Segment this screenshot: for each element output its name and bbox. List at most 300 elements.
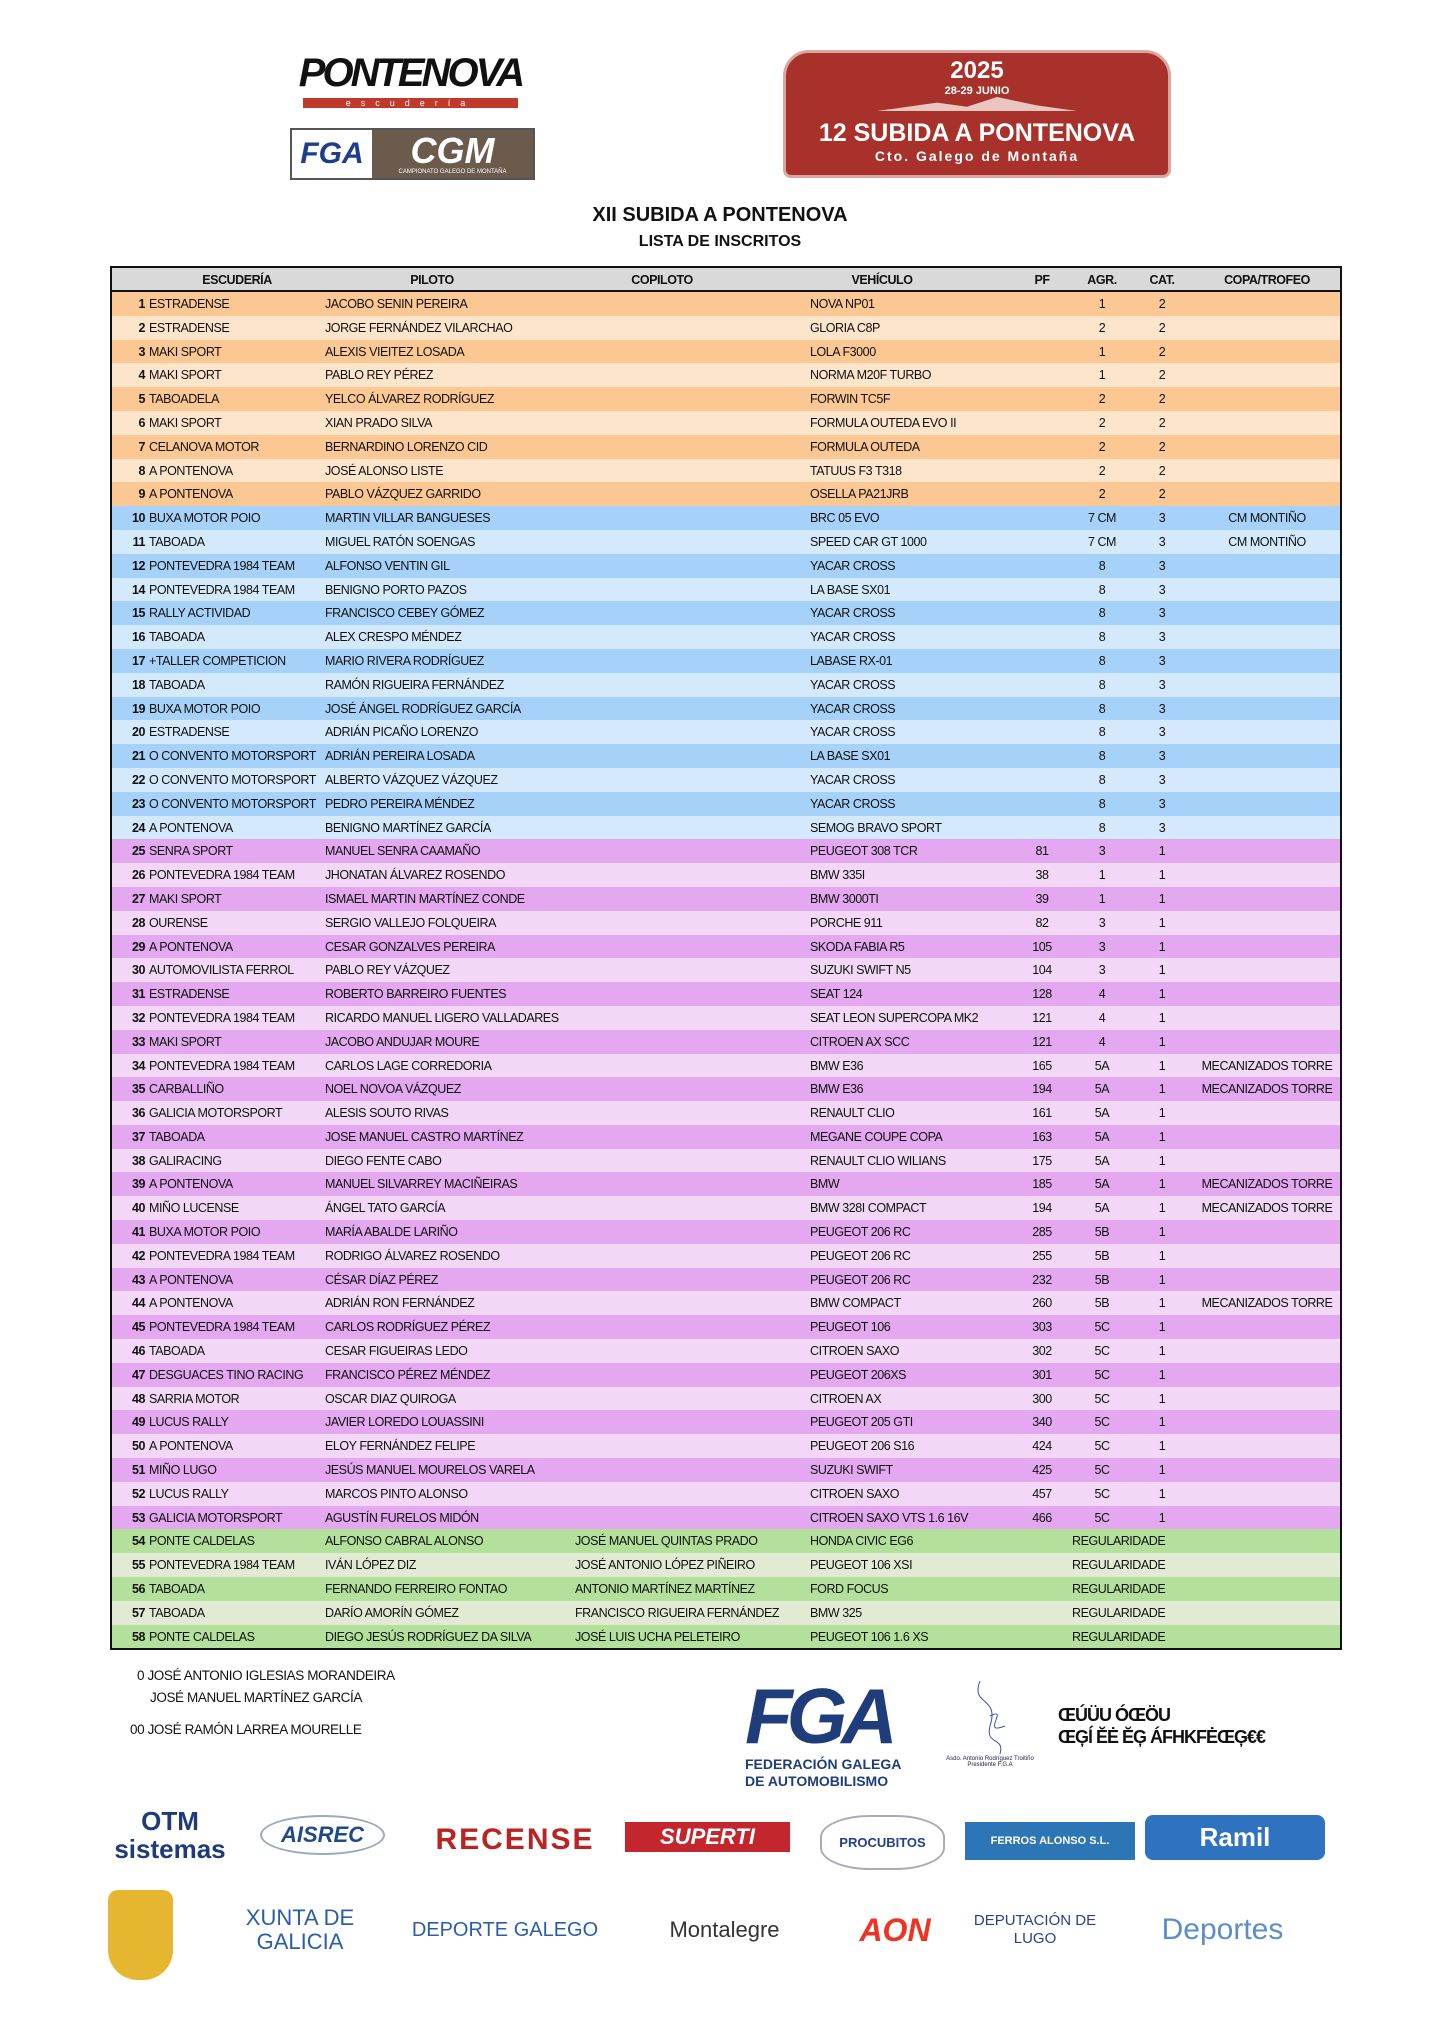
cell-vehiculo: YACAR CROSS (810, 772, 896, 787)
cell-piloto: CARLOS LAGE CORREDORIA (325, 1058, 492, 1073)
garbled-line: ŒĢĺ ĔĖ ĔĢ ÁFHKFĖŒĢ€€ (1058, 1727, 1266, 1747)
signature (935, 1676, 1045, 1781)
cell-escuderia: ESTRADENSE (149, 320, 230, 335)
cell-escuderia: +TALLER COMPETICION (149, 653, 286, 668)
cell-cat: 1 (1158, 1320, 1166, 1335)
cell-escuderia: GALIRACING (149, 1153, 222, 1168)
cell-pf: 302 (1032, 1344, 1052, 1359)
table-row (112, 1410, 1340, 1434)
cell-number: 56 (131, 1582, 145, 1597)
cell-escuderia: TABOADA (149, 534, 205, 549)
table-row (112, 1553, 1340, 1577)
cell-vehiculo: FORMULA OUTEDA (810, 439, 920, 454)
cell-cat: 1 (1158, 1439, 1166, 1454)
cell-number: 27 (131, 891, 145, 906)
cell-agr: 1 (1098, 368, 1106, 383)
cell-vehiculo: PEUGEOT 106 (810, 1320, 891, 1335)
sponsor-logo: DEPORTE GALEGO (411, 1919, 599, 1941)
cell-escuderia: MAKI SPORT (149, 891, 222, 906)
table-body (112, 292, 1340, 1648)
cell-cat: 3 (1158, 701, 1166, 716)
cell-escuderia: CELANOVA MOTOR (149, 439, 259, 454)
header-agr: AGR. (1087, 273, 1117, 287)
cell-number: 26 (131, 868, 145, 883)
cell-agr: 5B (1094, 1296, 1110, 1311)
cell-agr: 5A (1094, 1106, 1110, 1121)
sponsor-logo: RECENSE (435, 1823, 595, 1856)
table-row (112, 340, 1340, 364)
cell-escuderia: PONTEVEDRA 1984 TEAM (149, 1558, 295, 1573)
cell-escuderia: A PONTENOVA (149, 1439, 233, 1454)
cell-piloto: JACOBO SENIN PEREIRA (325, 297, 468, 311)
cell-pf: 105 (1032, 939, 1052, 954)
cell-agr: 8 (1098, 653, 1106, 668)
table-row (112, 1363, 1340, 1387)
cell-vehiculo: FORWIN TC5F (810, 392, 891, 407)
cell-escuderia: MAKI SPORT (149, 415, 222, 430)
cell-agr: 8 (1098, 677, 1106, 692)
cell-copa: MECANIZADOS TORRE (1201, 1201, 1333, 1216)
cell-escuderia: PONTE CALDELAS (149, 1534, 255, 1549)
cell-piloto: ISMAEL MARTIN MARTÍNEZ CONDE (325, 891, 525, 906)
cell-number: 33 (131, 1034, 145, 1049)
cell-cat: 1 (1158, 1367, 1166, 1382)
table-row (112, 887, 1340, 911)
cell-number: 28 (131, 915, 145, 930)
cell-number: 46 (131, 1344, 145, 1359)
fga-name: FEDERACIÓN GALEGA (745, 1756, 902, 1772)
cell-piloto: DIEGO JESÚS RODRÍGUEZ DA SILVA (325, 1629, 532, 1644)
table-row (112, 1054, 1340, 1078)
cell-number: 9 (138, 487, 145, 502)
mountain-icon (877, 97, 1077, 111)
cell-agr: 3 (1098, 939, 1106, 954)
table-row (112, 958, 1340, 982)
cell-escuderia: PONTEVEDRA 1984 TEAM (149, 868, 295, 883)
table-row (112, 1030, 1340, 1054)
table-row (112, 935, 1340, 959)
cell-piloto: PABLO VÁZQUEZ GARRIDO (325, 487, 481, 502)
cell-number: 51 (131, 1463, 145, 1478)
cell-number: 12 (131, 558, 145, 573)
cell-vehiculo: GLORIA C8P (810, 320, 880, 335)
cell-cat: 2 (1158, 392, 1166, 407)
cell-vehiculo: RENAULT CLIO WILIANS (810, 1153, 946, 1168)
cell-copa: MECANIZADOS TORRE (1201, 1082, 1333, 1097)
cell-vehiculo: PEUGEOT 206 RC (810, 1225, 911, 1240)
cell-number: 25 (131, 844, 145, 859)
cell-cat: 1 (1158, 1058, 1166, 1073)
cell-copa: CM MONTIÑO (1228, 534, 1306, 549)
cell-agr: 4 (1098, 1034, 1106, 1049)
table-row (112, 1577, 1340, 1601)
cell-agr: REGULARIDADE (1072, 1605, 1166, 1620)
cell-copiloto: ANTONIO MARTÍNEZ MARTÍNEZ (575, 1582, 755, 1597)
cell-piloto: JESÚS MANUEL MOURELOS VARELA (325, 1463, 535, 1478)
sponsor-logo: AISREC (260, 1815, 385, 1855)
header-piloto: PILOTO (410, 273, 454, 287)
table-header (112, 268, 1340, 292)
cell-cat: 3 (1158, 558, 1166, 573)
cell-agr: 8 (1098, 630, 1106, 645)
cell-escuderia: TABOADA (149, 1582, 205, 1597)
cell-pf: 255 (1032, 1248, 1052, 1263)
cell-piloto: IVÁN LÓPEZ DIZ (325, 1558, 416, 1573)
cell-piloto: MIGUEL RATÓN SOENGAS (325, 534, 476, 549)
cell-pf: 285 (1032, 1225, 1052, 1240)
sponsor-logo: Ramil (1145, 1815, 1325, 1860)
cell-vehiculo: CITROEN AX SCC (810, 1034, 910, 1049)
cell-vehiculo: NOVA NP01 (810, 297, 875, 311)
cell-agr: 8 (1098, 582, 1106, 597)
cell-pf: 38 (1035, 868, 1049, 883)
cell-pf: 300 (1032, 1391, 1052, 1406)
cell-agr: 8 (1098, 820, 1106, 835)
logo-text: PONTENOVA (298, 51, 523, 95)
cell-agr: 1 (1098, 891, 1106, 906)
cell-vehiculo: LOLA F3000 (810, 344, 876, 359)
cell-number: 49 (131, 1415, 145, 1430)
cell-piloto: ÁNGEL TATO GARCÍA (325, 1201, 446, 1216)
table-row (112, 625, 1340, 649)
cell-cat: 2 (1158, 344, 1166, 359)
cell-vehiculo: FORD FOCUS (810, 1582, 889, 1597)
cell-pf: 121 (1032, 1010, 1052, 1025)
cell-piloto: MANUEL SILVARREY MACIÑEIRAS (325, 1177, 518, 1192)
table-row (112, 911, 1340, 935)
cell-agr: 4 (1098, 987, 1106, 1002)
sponsor-logo: FERROS ALONSO S.L. (965, 1822, 1135, 1860)
cell-pf: 104 (1032, 963, 1052, 978)
logo-subtext: escudería (303, 98, 518, 108)
cell-number: 44 (131, 1296, 145, 1311)
cell-cat: 1 (1158, 915, 1166, 930)
cell-piloto: NOEL NOVOA VÁZQUEZ (325, 1082, 461, 1097)
cell-cat: 3 (1158, 606, 1166, 621)
cell-escuderia: ESTRADENSE (149, 725, 230, 740)
cell-cat: 1 (1158, 1177, 1166, 1192)
cell-vehiculo: NORMA M20F TURBO (810, 368, 932, 383)
cell-agr: 2 (1098, 320, 1106, 335)
cell-number: 32 (131, 1010, 145, 1025)
cgm-text: CGM (410, 130, 495, 171)
cell-piloto: AGUSTÍN FURELOS MIDÓN (325, 1510, 479, 1525)
table-row (112, 363, 1340, 387)
cell-piloto: DARÍO AMORÍN GÓMEZ (325, 1605, 459, 1620)
header-copiloto: COPILOTO (631, 273, 693, 287)
cell-vehiculo: YACAR CROSS (810, 725, 896, 740)
cell-agr: 5C (1094, 1367, 1110, 1382)
cell-vehiculo: RENAULT CLIO (810, 1106, 895, 1121)
cell-escuderia: LUCUS RALLY (149, 1486, 229, 1501)
cell-piloto: DIEGO FENTE CABO (325, 1153, 442, 1168)
header-escuderia: ESCUDERÍA (202, 273, 272, 287)
cell-piloto: PABLO REY VÁZQUEZ (325, 963, 450, 978)
cell-piloto: ROBERTO BARREIRO FUENTES (325, 987, 507, 1002)
cell-escuderia: BUXA MOTOR POIO (149, 701, 261, 716)
cell-piloto: ADRIÁN RON FERNÁNDEZ (325, 1296, 475, 1311)
cell-number: 5 (138, 392, 145, 407)
cell-number: 54 (131, 1534, 145, 1549)
cell-vehiculo: BMW 3000TI (810, 891, 879, 906)
cell-escuderia: RALLY ACTIVIDAD (149, 606, 251, 621)
cell-pf: 121 (1032, 1034, 1052, 1049)
cell-escuderia: TABOADA (149, 1605, 205, 1620)
table-row (112, 982, 1340, 1006)
cell-agr: REGULARIDADE (1072, 1582, 1166, 1597)
cell-piloto: PABLO REY PÉREZ (325, 368, 434, 383)
cell-number: 58 (131, 1629, 145, 1644)
table-row (112, 1506, 1340, 1530)
cell-pf: 39 (1035, 891, 1049, 906)
fga-logo (745, 1672, 925, 1790)
cell-agr: 1 (1098, 297, 1106, 311)
cell-cat: 3 (1158, 534, 1166, 549)
cell-escuderia: PONTEVEDRA 1984 TEAM (149, 1010, 295, 1025)
note-line: JOSÉ MANUEL MARTÍNEZ GARCÍA (150, 1690, 362, 1705)
cell-escuderia: PONTE CALDELAS (149, 1629, 255, 1644)
cell-copa: MECANIZADOS TORRE (1201, 1296, 1333, 1311)
signature-title: Presidente F.G.A (967, 1762, 1013, 1768)
fga-mark: FGA (745, 1672, 892, 1760)
note-line: 00 JOSÉ RAMÓN LARREA MOURELLE (130, 1722, 362, 1737)
table-row (112, 1625, 1340, 1649)
cell-vehiculo: SPEED CAR GT 1000 (810, 534, 927, 549)
cell-piloto: MARTIN VILLAR BANGUESES (325, 511, 491, 526)
badge-title: 12 SUBIDA A PONTENOVA (818, 119, 1136, 147)
cell-piloto: CARLOS RODRÍGUEZ PÉREZ (325, 1320, 491, 1335)
cell-agr: 3 (1098, 915, 1106, 930)
cell-agr: 5B (1094, 1248, 1110, 1263)
cell-pf: 260 (1032, 1296, 1052, 1311)
header-pf: PF (1034, 273, 1050, 287)
cell-vehiculo: MEGANE COUPE COPA (810, 1129, 943, 1144)
cell-pf: 81 (1035, 844, 1049, 859)
table-row (112, 530, 1340, 554)
sponsor-logo: DEPUTACIÓN DE LUGO (973, 1912, 1097, 1947)
cell-agr: 8 (1098, 725, 1106, 740)
cell-escuderia: DESGUACES TINO RACING (149, 1367, 304, 1382)
cell-number: 6 (138, 415, 145, 430)
cell-number: 43 (131, 1272, 145, 1287)
cell-cat: 1 (1158, 1415, 1166, 1430)
cell-cat: 1 (1158, 963, 1166, 978)
cell-agr: 8 (1098, 701, 1106, 716)
cell-cat: 3 (1158, 749, 1166, 764)
cell-agr: 8 (1098, 606, 1106, 621)
cell-number: 10 (131, 511, 145, 526)
cell-agr: 8 (1098, 749, 1106, 764)
cell-escuderia: A PONTENOVA (149, 1177, 233, 1192)
cell-number: 41 (131, 1225, 145, 1240)
cell-vehiculo: SUZUKI SWIFT (810, 1463, 893, 1478)
cell-piloto: PEDRO PEREIRA MÉNDEZ (325, 796, 475, 811)
cell-vehiculo: FORMULA OUTEDA EVO II (810, 415, 957, 430)
cell-piloto: RODRIGO ÁLVAREZ ROSENDO (325, 1248, 500, 1263)
cell-vehiculo: PEUGEOT 205 GTI (810, 1415, 913, 1430)
cell-number: 52 (131, 1486, 145, 1501)
cell-pf: 424 (1032, 1439, 1052, 1454)
cell-piloto: JACOBO ANDUJAR MOURE (325, 1034, 480, 1049)
cell-cat: 2 (1158, 415, 1166, 430)
event-badge (783, 50, 1171, 178)
cell-vehiculo: CITROEN AX (810, 1391, 882, 1406)
cell-vehiculo: CITROEN SAXO (810, 1344, 900, 1359)
cell-copiloto: JOSÉ MANUEL QUINTAS PRADO (575, 1534, 758, 1549)
header-vehiculo: VEHÍCULO (851, 273, 913, 287)
cell-escuderia: OURENSE (149, 915, 208, 930)
badge-dates: 28-29 JUNIO (944, 85, 1010, 97)
cell-escuderia: ESTRADENSE (149, 987, 230, 1002)
cell-escuderia: MAKI SPORT (149, 1034, 222, 1049)
table-row (112, 1006, 1340, 1030)
cell-piloto: ALFONSO CABRAL ALONSO (325, 1534, 484, 1549)
cell-escuderia: TABOADA (149, 677, 205, 692)
cell-escuderia: BUXA MOTOR POIO (149, 1225, 261, 1240)
cell-agr: 1 (1098, 344, 1106, 359)
cell-copa: CM MONTIÑO (1228, 511, 1306, 526)
cell-vehiculo: BRC 05 EVO (810, 511, 880, 526)
cell-piloto: XIAN PRADO SILVA (325, 415, 432, 430)
garbled-text (1058, 1704, 1265, 1748)
table-row (112, 1125, 1340, 1149)
entry-list-table (110, 266, 1342, 1650)
cell-number: 19 (131, 701, 145, 716)
table-row (112, 1601, 1340, 1625)
cell-agr: 2 (1098, 415, 1106, 430)
table-row (112, 839, 1340, 863)
cell-vehiculo: BMW 325 (810, 1605, 862, 1620)
cell-number: 4 (138, 368, 145, 383)
cell-cat: 1 (1158, 1463, 1166, 1478)
cell-piloto: JHONATAN ÁLVAREZ ROSENDO (325, 868, 505, 883)
cgm-subtext: CAMPIONATO GALEGO DE MONTAÑA (398, 169, 507, 175)
cell-escuderia: GALICIA MOTORSPORT (149, 1510, 283, 1525)
cell-vehiculo: CITROEN SAXO (810, 1486, 900, 1501)
cell-agr: 2 (1098, 487, 1106, 502)
cell-piloto: JOSÉ ALONSO LISTE (325, 463, 444, 478)
table-row (112, 673, 1340, 697)
cell-vehiculo: CITROEN SAXO VTS 1.6 16V (810, 1510, 969, 1525)
cell-agr: 3 (1098, 844, 1106, 859)
cell-escuderia: PONTEVEDRA 1984 TEAM (149, 1320, 295, 1335)
cell-piloto: RAMÓN RIGUEIRA FERNÁNDEZ (325, 677, 504, 692)
cell-number: 21 (131, 749, 145, 764)
cell-piloto: MARIO RIVERA RODRÍGUEZ (325, 653, 484, 668)
cell-vehiculo: SEMOG BRAVO SPORT (810, 820, 942, 835)
cell-cat: 3 (1158, 796, 1166, 811)
cell-cat: 1 (1158, 1391, 1166, 1406)
cell-vehiculo: LABASE RX-01 (810, 653, 893, 668)
cell-vehiculo: OSELLA PA21JRB (810, 487, 909, 502)
cell-number: 22 (131, 772, 145, 787)
cell-agr: REGULARIDADE (1072, 1629, 1166, 1644)
cell-number: 1 (138, 297, 145, 311)
cell-agr: 5C (1094, 1320, 1110, 1335)
cell-number: 48 (131, 1391, 145, 1406)
table-row (112, 578, 1340, 602)
table-row (112, 792, 1340, 816)
cell-escuderia: SENRA SPORT (149, 844, 233, 859)
header-copa: COPA/TROFEO (1224, 273, 1310, 287)
cell-number: 50 (131, 1439, 145, 1454)
cell-cat: 1 (1158, 1010, 1166, 1025)
cell-pf: 194 (1032, 1082, 1052, 1097)
cell-escuderia: GALICIA MOTORSPORT (149, 1106, 283, 1121)
cell-escuderia: MAKI SPORT (149, 368, 222, 383)
cell-number: 11 (132, 534, 145, 549)
cell-piloto: BERNARDINO LORENZO CID (325, 439, 488, 454)
cell-escuderia: PONTEVEDRA 1984 TEAM (149, 558, 295, 573)
table-row (112, 1172, 1340, 1196)
cell-cat: 1 (1158, 1225, 1166, 1240)
cell-cat: 1 (1158, 1272, 1166, 1287)
header-cat: CAT. (1149, 273, 1175, 287)
cell-number: 15 (131, 606, 145, 621)
cell-agr: 5C (1094, 1486, 1110, 1501)
cell-piloto: YELCO ÁLVAREZ RODRÍGUEZ (325, 392, 495, 407)
cell-vehiculo: PEUGEOT 106 XSI (810, 1558, 913, 1573)
table-row (112, 1458, 1340, 1482)
cell-escuderia: LUCUS RALLY (149, 1415, 229, 1430)
cell-agr: 8 (1098, 558, 1106, 573)
cell-number: 29 (131, 939, 145, 954)
cell-escuderia: TABOADA (149, 1129, 205, 1144)
cell-cat: 1 (1158, 1129, 1166, 1144)
cell-number: 36 (131, 1106, 145, 1121)
cell-escuderia: CARBALLIÑO (149, 1082, 224, 1097)
garbled-line: ŒÚÜU ÓŒÖU (1058, 1705, 1170, 1725)
cell-escuderia: A PONTENOVA (149, 939, 233, 954)
cell-piloto: JORGE FERNÁNDEZ VILARCHAO (325, 320, 513, 335)
cell-agr: 5B (1094, 1225, 1110, 1240)
cell-agr: 5B (1094, 1272, 1110, 1287)
table-row (112, 387, 1340, 411)
table-row (112, 720, 1340, 744)
table-row (112, 459, 1340, 483)
cell-vehiculo: PEUGEOT 106 1.6 XS (810, 1629, 929, 1644)
fga-text: FGA (292, 130, 372, 178)
cell-number: 7 (138, 439, 145, 454)
cell-piloto: MANUEL SENRA CAAMAÑO (325, 844, 481, 859)
cell-piloto: ALBERTO VÁZQUEZ VÁZQUEZ (325, 772, 498, 787)
cell-vehiculo: PEUGEOT 206 RC (810, 1272, 911, 1287)
cell-vehiculo: SUZUKI SWIFT N5 (810, 963, 911, 978)
cell-escuderia: TABOADA (149, 630, 205, 645)
cell-pf: 185 (1032, 1177, 1052, 1192)
cell-cat: 1 (1158, 891, 1166, 906)
badge-year: 2025 (950, 57, 1004, 84)
cell-number: 47 (131, 1367, 145, 1382)
cell-escuderia: A PONTENOVA (149, 1296, 233, 1311)
cell-cat: 2 (1158, 487, 1166, 502)
cell-cat: 3 (1158, 653, 1166, 668)
table-row (112, 697, 1340, 721)
table-row (112, 506, 1340, 530)
cell-pf: 175 (1032, 1153, 1052, 1168)
cell-vehiculo: YACAR CROSS (810, 677, 896, 692)
cell-agr: 7 CM (1087, 534, 1117, 549)
cell-cat: 1 (1158, 1153, 1166, 1168)
cell-number: 35 (131, 1082, 145, 1097)
cell-escuderia: SARRIA MOTOR (149, 1391, 240, 1406)
cell-piloto: CÉSAR DÍAZ PÉREZ (325, 1272, 438, 1287)
cell-vehiculo: YACAR CROSS (810, 606, 896, 621)
sponsor-logo: XUNTA DE GALICIA (245, 1905, 355, 1954)
cell-escuderia: O CONVENTO MOTORSPORT (149, 796, 316, 811)
table-row (112, 435, 1340, 459)
table-row (112, 1387, 1340, 1411)
